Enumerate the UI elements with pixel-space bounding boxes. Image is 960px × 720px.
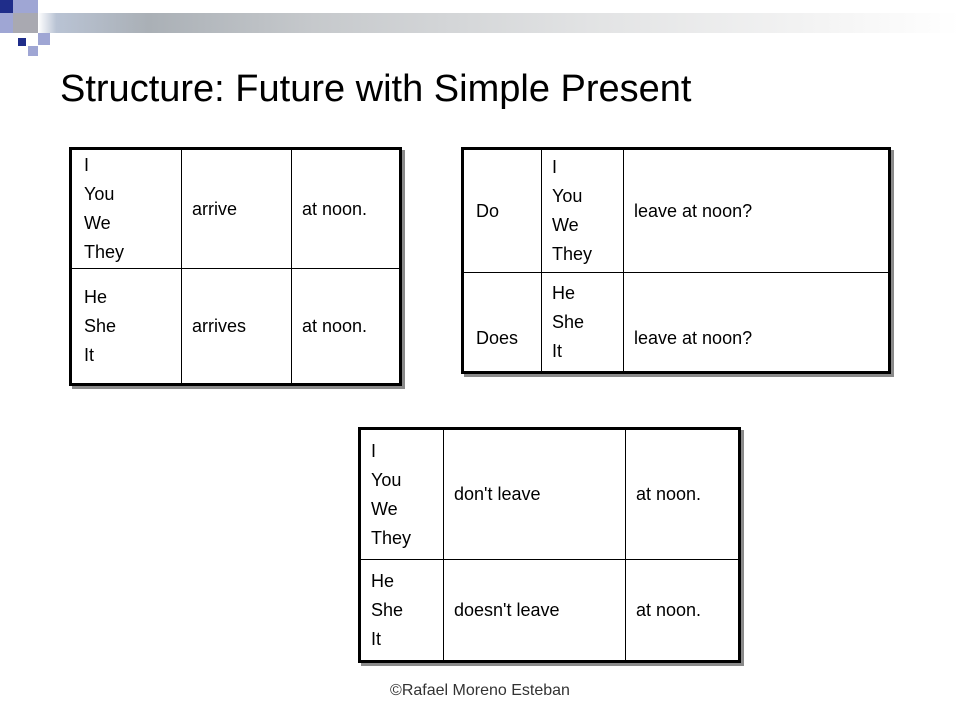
dark-blue-square	[18, 38, 26, 46]
subject-pronouns: He She It	[371, 570, 404, 649]
dark-blue-square	[0, 0, 13, 13]
affirmative-table	[69, 147, 402, 386]
subject-pronouns: I You We They	[84, 155, 125, 262]
verb-cell: arrives	[182, 269, 292, 385]
complement-cell: at noon.	[292, 269, 401, 385]
verb-cell: doesn't leave	[444, 560, 626, 662]
light-blue-square	[0, 13, 13, 33]
light-blue-square	[38, 33, 50, 45]
gray-square	[13, 13, 38, 33]
table-row	[360, 560, 740, 662]
rest-cell: leave at noon?	[624, 149, 890, 273]
subject-pronouns: I You We They	[371, 440, 412, 548]
complement-cell: at noon.	[626, 429, 740, 560]
question-table	[461, 147, 891, 374]
light-blue-square	[13, 0, 38, 13]
rest-cell: leave at noon?	[624, 273, 890, 373]
light-blue-square	[28, 46, 38, 56]
slide-title: Structure: Future with Simple Present	[60, 68, 692, 110]
table-row	[71, 149, 401, 269]
verb-cell: don't leave	[444, 429, 626, 560]
header-bar	[38, 13, 960, 33]
subject-cell	[71, 149, 182, 269]
subject-cell	[542, 149, 624, 273]
verb-cell: arrive	[182, 149, 292, 269]
subject-cell	[360, 560, 444, 662]
table-row	[463, 273, 890, 373]
table-row	[360, 429, 740, 560]
subject-cell	[542, 273, 624, 373]
subject-pronouns: I You We They	[552, 157, 593, 264]
complement-cell: at noon.	[292, 149, 401, 269]
auxiliary-cell: Does	[463, 273, 542, 373]
subject-cell	[71, 269, 182, 385]
subject-cell	[360, 429, 444, 560]
complement-cell: at noon.	[626, 560, 740, 662]
table-row	[71, 269, 401, 385]
copyright-footer: ©Rafael Moreno Esteban	[390, 682, 570, 699]
subject-pronouns: He She It	[84, 286, 117, 365]
auxiliary-cell: Do	[463, 149, 542, 273]
negative-table	[358, 427, 741, 663]
table-row	[463, 149, 890, 273]
subject-pronouns: He She It	[552, 282, 585, 361]
